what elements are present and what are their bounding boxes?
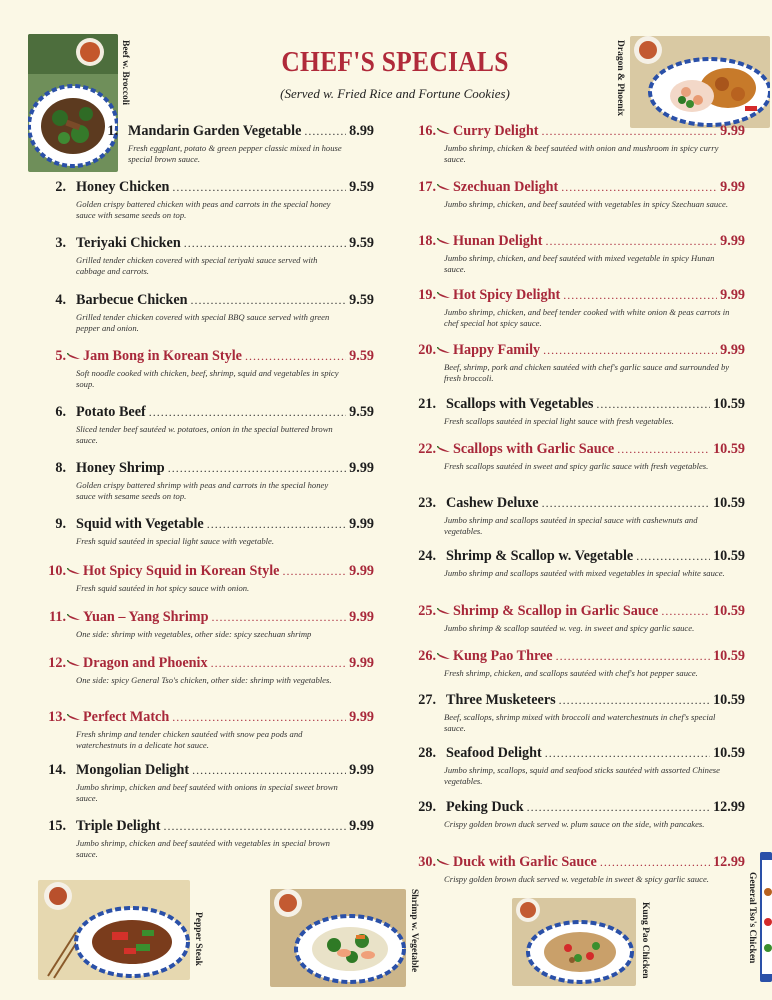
item-number: 23. bbox=[418, 495, 436, 511]
leader-dots bbox=[168, 461, 346, 476]
item-description: Golden crispy battered shrimp with peas and carrots in the special honey sauce with sesame seeds on top. bbox=[76, 480, 329, 501]
item-name: Three Musketeers bbox=[446, 692, 556, 708]
leader-dots bbox=[543, 343, 717, 358]
item-name: Mandarin Garden Vegetable bbox=[128, 123, 302, 139]
caption-dragon-phoenix: Dragon & Phoenix bbox=[615, 40, 625, 116]
item-number: 21. bbox=[418, 396, 436, 412]
menu-item bbox=[44, 235, 374, 276]
item-description: Fresh scallops sautéed in special light sauce with fresh vegetables. bbox=[444, 416, 674, 426]
leader-dots bbox=[282, 564, 346, 579]
item-name: Hot Spicy Squid in Korean Style bbox=[83, 563, 280, 579]
item-price: 9.99 bbox=[349, 460, 374, 476]
item-description: Crispy golden brown duck served w. vegetable in sweet & spicy garlic sauce. bbox=[444, 874, 709, 884]
item-description: Jumbo shrimp and scallops sautéed with mixed vegetables in special white sauce. bbox=[444, 568, 725, 578]
hot-pepper-icon bbox=[437, 347, 451, 354]
item-description: Jumbo shrimp, chicken, and beef sautéed with vegetables in spicy Szechuan sauce. bbox=[444, 199, 728, 209]
hot-pepper-icon bbox=[67, 660, 81, 667]
leader-dots bbox=[172, 180, 346, 195]
leader-dots bbox=[563, 288, 717, 303]
item-number: 14. bbox=[48, 762, 66, 778]
item-price: 10.59 bbox=[713, 548, 745, 564]
item-description: Jumbo shrimp, chicken, and beef tender cooked with white onion & peas carrots in chef special hot spicy sauce. bbox=[444, 307, 730, 328]
leader-dots bbox=[212, 610, 347, 625]
item-price: 8.99 bbox=[349, 123, 374, 139]
item-price: 9.59 bbox=[349, 179, 374, 195]
leader-dots bbox=[184, 236, 346, 251]
menu-item bbox=[44, 609, 374, 640]
item-name: Scallops with Vegetables bbox=[446, 396, 594, 412]
leader-dots bbox=[600, 855, 710, 870]
item-number: 26. bbox=[418, 648, 436, 664]
item-number: 19. bbox=[418, 287, 436, 303]
item-number: 2. bbox=[55, 179, 66, 195]
item-description: Golden crispy battered chicken with peas and carrots in the special honey sauce with sesame seeds on top. bbox=[76, 199, 331, 220]
item-price: 12.99 bbox=[713, 799, 745, 815]
item-price: 9.99 bbox=[349, 563, 374, 579]
menu-item bbox=[44, 655, 374, 686]
item-description: Beef, scallops, shrimp mixed with broccoli and waterchestnuts in chef's special sauce. bbox=[444, 712, 716, 733]
hot-pepper-icon bbox=[437, 446, 451, 453]
item-description: Jumbo shrimp, chicken, and beef sautéed with mixed vegetable in spicy Hunan sauce. bbox=[444, 253, 715, 274]
leader-dots bbox=[245, 349, 346, 364]
leader-dots bbox=[527, 800, 710, 815]
item-name: Barbecue Chicken bbox=[76, 292, 188, 308]
item-number: 25. bbox=[418, 603, 436, 619]
item-name: Jam Bong in Korean Style bbox=[83, 348, 242, 364]
leader-dots bbox=[545, 234, 717, 249]
item-price: 9.59 bbox=[349, 235, 374, 251]
menu-item bbox=[412, 854, 745, 885]
menu-item bbox=[412, 692, 745, 733]
menu-item bbox=[412, 342, 745, 383]
item-description: One side: shrimp with vegetables, other side: spicy szechuan shrimp bbox=[76, 629, 312, 639]
leader-dots bbox=[207, 517, 346, 532]
item-price: 9.99 bbox=[720, 287, 745, 303]
item-description: Crispy golden brown duck served w. plum sauce on the side, with pancakes. bbox=[444, 819, 705, 829]
item-number: 22. bbox=[418, 441, 436, 457]
item-description: Soft noodle cooked with chicken, beef, shrimp, squid and vegetables in spicy soup. bbox=[76, 368, 339, 389]
menu-item bbox=[44, 460, 374, 501]
item-name: Yuan – Yang Shrimp bbox=[83, 609, 209, 625]
item-description: Beef, shrimp, pork and chicken sautéed with chef's garlic sauce and surrounded by fresh broccoli. bbox=[444, 362, 730, 383]
item-name: Kung Pao Three bbox=[453, 648, 553, 664]
caption-kung-pao-chicken: Kung Pao Chicken bbox=[640, 902, 650, 979]
menu-item bbox=[44, 179, 374, 220]
menu-item bbox=[96, 123, 374, 164]
photo-kung-pao-chicken bbox=[512, 898, 636, 986]
photo-shrimp-vegetable bbox=[270, 889, 406, 987]
item-name: Peking Duck bbox=[446, 799, 524, 815]
item-name: Duck with Garlic Sauce bbox=[453, 854, 597, 870]
hot-pepper-icon bbox=[437, 184, 451, 191]
item-description: Jumbo shrimp & scallop sautéed w. veg. in sweet and spicy garlic sauce. bbox=[444, 623, 695, 633]
item-number: 18. bbox=[418, 233, 436, 249]
item-name: Perfect Match bbox=[83, 709, 170, 725]
item-name: Honey Chicken bbox=[76, 179, 170, 195]
item-name: Scallops with Garlic Sauce bbox=[453, 441, 615, 457]
menu-item bbox=[412, 648, 745, 679]
item-price: 9.99 bbox=[349, 762, 374, 778]
item-price: 10.59 bbox=[713, 441, 745, 457]
item-name: Szechuan Delight bbox=[453, 179, 559, 195]
item-price: 12.99 bbox=[713, 854, 745, 870]
item-price: 9.99 bbox=[349, 655, 374, 671]
item-number: 24. bbox=[418, 548, 436, 564]
item-name: Hot Spicy Delight bbox=[453, 287, 561, 303]
item-name: Triple Delight bbox=[76, 818, 161, 834]
item-number: 28. bbox=[418, 745, 436, 761]
hot-pepper-icon bbox=[437, 859, 451, 866]
leader-dots bbox=[192, 763, 346, 778]
item-name: Seafood Delight bbox=[446, 745, 542, 761]
menu-item bbox=[44, 818, 374, 859]
item-price: 9.99 bbox=[720, 179, 745, 195]
hot-pepper-icon bbox=[437, 292, 451, 299]
item-price: 10.59 bbox=[713, 495, 745, 511]
item-number: 9. bbox=[55, 516, 66, 532]
item-description: Fresh shrimp and tender chicken sautéed with snow pea pods and waterchestnuts in a delicate hot sauce. bbox=[76, 729, 303, 750]
item-description: Jumbo shrimp and scallops sautéed in special sauce with cashewnuts and vegetables. bbox=[444, 515, 698, 536]
leader-dots bbox=[661, 604, 710, 619]
leader-dots bbox=[542, 496, 710, 511]
caption-beef-broccoli: Beef w. Broccoli bbox=[120, 40, 130, 105]
photo-general-tso bbox=[760, 852, 772, 982]
item-name: Shrimp & Scallop in Garlic Sauce bbox=[453, 603, 659, 619]
menu-item bbox=[412, 233, 745, 274]
item-number: 13. bbox=[48, 709, 66, 725]
page-subtitle: (Served w. Fried Rice and Fortune Cookies) bbox=[280, 86, 510, 101]
menu-item bbox=[44, 292, 374, 333]
hot-pepper-icon bbox=[67, 568, 81, 575]
item-price: 10.59 bbox=[713, 603, 745, 619]
item-description: Fresh eggplant, potato & green pepper classic mixed in house special brown sauce. bbox=[128, 143, 342, 164]
photo-dragon-phoenix bbox=[630, 36, 770, 128]
menu-item bbox=[44, 762, 374, 803]
item-number: 20. bbox=[418, 342, 436, 358]
hot-pepper-icon bbox=[67, 714, 81, 721]
leader-dots bbox=[172, 710, 346, 725]
item-price: 10.59 bbox=[713, 396, 745, 412]
leader-dots bbox=[596, 397, 710, 412]
item-name: Squid with Vegetable bbox=[76, 516, 204, 532]
item-price: 9.59 bbox=[349, 404, 374, 420]
item-description: Grilled tender chicken covered with special teriyaki sauce served with cabbage and carrots. bbox=[76, 255, 318, 276]
item-number: 10. bbox=[48, 563, 66, 579]
item-price: 9.99 bbox=[349, 516, 374, 532]
hot-pepper-icon bbox=[437, 128, 451, 135]
leader-dots bbox=[617, 442, 710, 457]
item-number: 1. bbox=[107, 123, 118, 139]
menu-item bbox=[412, 548, 745, 579]
menu-item bbox=[412, 441, 745, 472]
item-description: Jumbo shrimp, chicken and beef sautéed with vegetables in special brown sauce. bbox=[76, 838, 330, 859]
item-number: 16. bbox=[418, 123, 436, 139]
leader-dots bbox=[304, 124, 346, 139]
caption-pepper-steak: Pepper Steak bbox=[193, 912, 203, 966]
leader-dots bbox=[559, 693, 710, 708]
item-description: Fresh shrimp, chicken, and scallops sautéed with chef's hot pepper sauce. bbox=[444, 668, 698, 678]
menu-item bbox=[44, 404, 374, 445]
menu-item bbox=[412, 179, 745, 210]
item-name: Dragon and Phoenix bbox=[83, 655, 208, 671]
item-number: 30. bbox=[418, 854, 436, 870]
item-name: Teriyaki Chicken bbox=[76, 235, 181, 251]
item-number: 29. bbox=[418, 799, 436, 815]
menu-item bbox=[412, 799, 745, 830]
menu-item bbox=[412, 603, 745, 634]
leader-dots bbox=[191, 293, 347, 308]
item-name: Potato Beef bbox=[76, 404, 146, 420]
menu-item bbox=[44, 516, 374, 547]
item-name: Cashew Deluxe bbox=[446, 495, 539, 511]
hot-pepper-icon bbox=[437, 653, 451, 660]
item-description: Jumbo shrimp, scallops, squid and seafood sticks sautéed with assorted Chinese vegetables. bbox=[444, 765, 720, 786]
item-number: 5. bbox=[55, 348, 66, 364]
item-name: Honey Shrimp bbox=[76, 460, 165, 476]
item-price: 10.59 bbox=[713, 692, 745, 708]
leader-dots bbox=[149, 405, 346, 420]
item-description: Fresh scallops sautéed in sweet and spicy garlic sauce with fresh vegetables. bbox=[444, 461, 709, 471]
caption-general-tso: General Tso's Chicken bbox=[747, 872, 757, 964]
item-name: Hunan Delight bbox=[453, 233, 543, 249]
item-name: Happy Family bbox=[453, 342, 541, 358]
item-price: 9.99 bbox=[720, 123, 745, 139]
leader-dots bbox=[542, 124, 718, 139]
menu-item bbox=[44, 563, 374, 594]
hot-pepper-icon bbox=[437, 608, 451, 615]
item-price: 9.99 bbox=[349, 709, 374, 725]
item-name: Curry Delight bbox=[453, 123, 539, 139]
page-title: CHEF'S SPECIALS bbox=[281, 46, 509, 78]
item-number: 15. bbox=[48, 818, 66, 834]
item-description: Jumbo shrimp, chicken and beef sautéed with onions in special sweet brown sauce. bbox=[76, 782, 338, 803]
item-number: 6. bbox=[55, 404, 66, 420]
menu-item bbox=[44, 348, 374, 389]
photo-pepper-steak bbox=[38, 880, 190, 980]
leader-dots bbox=[561, 180, 717, 195]
item-name: Shrimp & Scallop w. Vegetable bbox=[446, 548, 634, 564]
item-price: 9.99 bbox=[349, 609, 374, 625]
leader-dots bbox=[556, 649, 710, 664]
hot-pepper-icon bbox=[437, 238, 451, 245]
leader-dots bbox=[545, 746, 710, 761]
menu-item bbox=[44, 709, 374, 750]
item-price: 9.99 bbox=[349, 818, 374, 834]
menu-item bbox=[412, 123, 745, 164]
hot-pepper-icon bbox=[67, 353, 81, 360]
item-number: 12. bbox=[48, 655, 66, 671]
item-number: 11. bbox=[49, 609, 66, 625]
item-number: 27. bbox=[418, 692, 436, 708]
item-price: 9.99 bbox=[720, 342, 745, 358]
item-price: 9.59 bbox=[349, 292, 374, 308]
item-description: Sliced tender beef sautéed w. potatoes, onion in the special buttered brown sauce. bbox=[76, 424, 333, 445]
item-number: 3. bbox=[55, 235, 66, 251]
leader-dots bbox=[163, 819, 346, 834]
item-price: 9.99 bbox=[720, 233, 745, 249]
item-number: 17. bbox=[418, 179, 436, 195]
menu-item bbox=[412, 495, 745, 536]
item-description: One side: spicy General Tso's chicken, other side: shrimp with vegetables. bbox=[76, 675, 332, 685]
menu-item bbox=[412, 287, 745, 328]
hot-pepper-icon bbox=[67, 614, 81, 621]
item-description: Jumbo shrimp, chicken & beef sautéed with onion and mushroom in spicy curry sauce. bbox=[444, 143, 719, 164]
item-number: 4. bbox=[55, 292, 66, 308]
item-description: Fresh squid sautéed in hot spicy sauce with onion. bbox=[76, 583, 250, 593]
menu-item bbox=[412, 396, 745, 427]
leader-dots bbox=[636, 549, 710, 564]
item-price: 10.59 bbox=[713, 648, 745, 664]
caption-shrimp-vegetable: Shrimp w. Vegetable bbox=[409, 889, 419, 973]
menu-item bbox=[412, 745, 745, 786]
item-description: Fresh squid sautéed in special light sauce with vegetable. bbox=[76, 536, 275, 546]
item-price: 9.59 bbox=[349, 348, 374, 364]
item-name: Mongolian Delight bbox=[76, 762, 190, 778]
leader-dots bbox=[211, 656, 347, 671]
item-description: Grilled tender chicken covered with special BBQ sauce served with green pepper and onion. bbox=[76, 312, 330, 333]
item-number: 8. bbox=[55, 460, 66, 476]
item-price: 10.59 bbox=[713, 745, 745, 761]
